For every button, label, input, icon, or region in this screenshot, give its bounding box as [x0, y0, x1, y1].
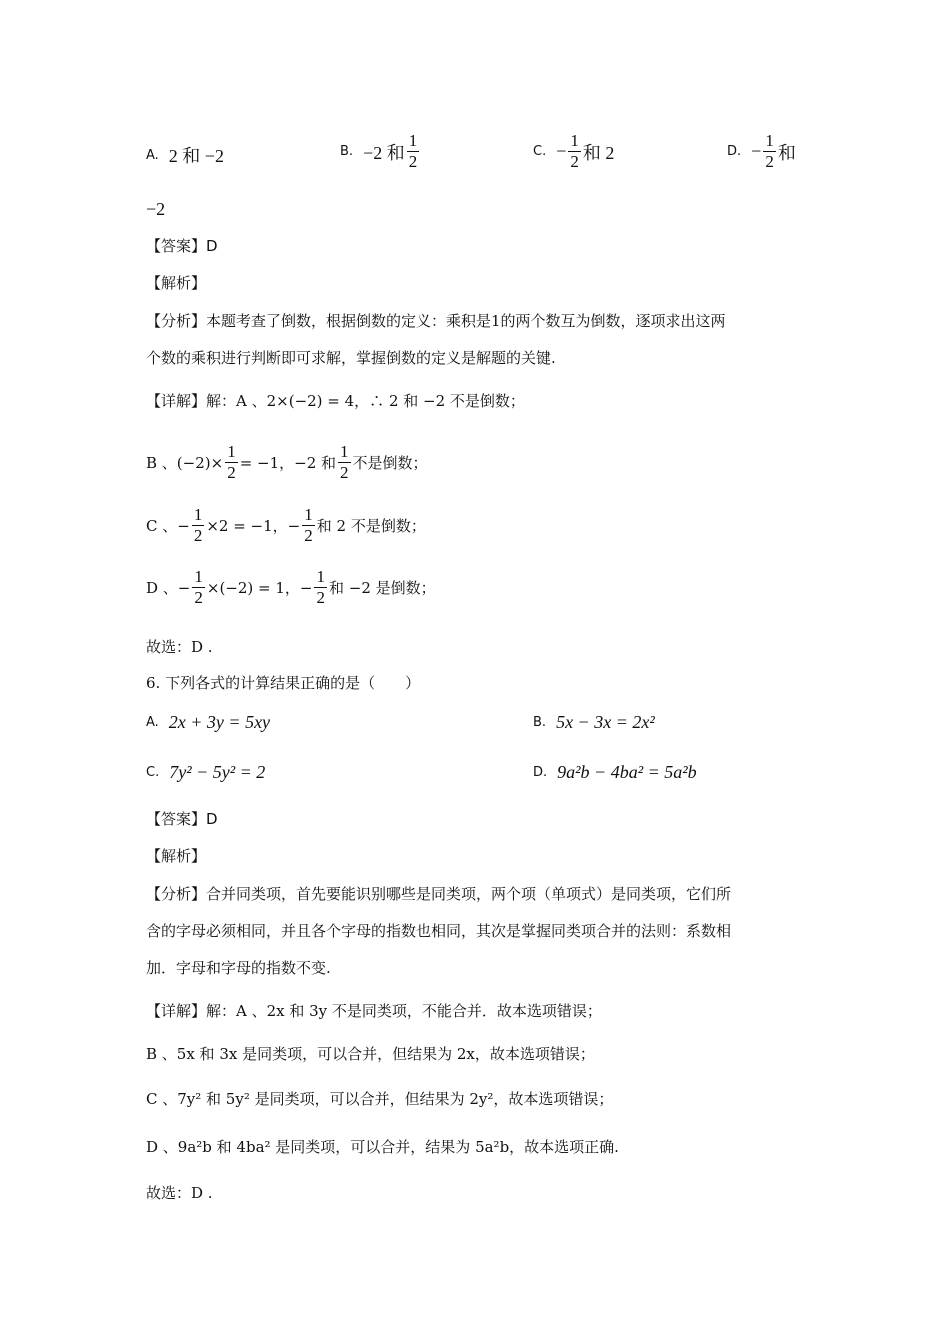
- q5-detail-d: D 、− $\frac{1}{2}$ ×(−2) = 1，− $\frac{1}{2}$ 和 −2 是倒数；: [146, 567, 436, 607]
- q5-jiexi: 【解析】: [146, 274, 207, 292]
- q6-detail-b: B 、5x 和 3x 是同类项，可以合并，但结果为 2x，故本选项错误；: [146, 1045, 595, 1063]
- q6-detail-a: 【详解】解：A 、2x 和 3y 不是同类项，不能合并．故本选项错误；: [146, 1002, 602, 1020]
- q5-option-d: D. − $\frac{1}{2}$ 和: [727, 131, 796, 171]
- fraction: $\frac{1}{2}$: [227, 442, 236, 482]
- q6-option-a: A. 2x + 3y = 5xy: [146, 712, 271, 732]
- q5-option-a: A. 2 和 −2: [146, 146, 224, 166]
- q6-stem: 6. 下列各式的计算结果正确的是（ ）: [146, 674, 421, 692]
- fraction: $\frac{1}{2}$: [316, 567, 325, 607]
- fraction: $\frac{1}{2}$: [765, 131, 774, 171]
- q6-analysis-line-1: 【分析】合并同类项，首先要能识别哪些是同类项，两个项（单项式）是同类项，它们所: [146, 885, 732, 903]
- q5-analysis-line-2: 个数的乘积进行判断即可求解，掌握倒数的定义是解题的关键.: [146, 349, 556, 367]
- q5-option-c: C. − $\frac{1}{2}$ 和 2: [533, 131, 615, 171]
- q6-analysis-line-2: 含的字母必须相同，并且各个字母的指数也相同，其次是掌握同类项合并的法则：系数相: [146, 922, 732, 940]
- q5-choose: 故选：D .: [146, 638, 213, 656]
- q5-option-d-wrap: −2: [146, 199, 166, 219]
- q6-answer: 【答案】D: [146, 810, 218, 828]
- q5-option-b: B. −2 和 $\frac{1}{2}$: [340, 131, 418, 171]
- q6-detail-c: C 、7y² 和 5y² 是同类项，可以合并，但结果为 2y²，故本选项错误；: [146, 1090, 614, 1108]
- q5-analysis-line-1: 【分析】本题考查了倒数，根据倒数的定义：乘积是1的两个数互为倒数，逐项求出这两: [146, 312, 726, 330]
- fraction: $\frac{1}{2}$: [340, 442, 349, 482]
- q6-option-d: D. 9a²b − 4ba² = 5a²b: [533, 762, 697, 782]
- fraction: $\frac{1}{2}$: [194, 567, 203, 607]
- fraction: $\frac{1}{2}$: [304, 505, 313, 545]
- q5-answer: 【答案】D: [146, 237, 218, 255]
- q6-option-b: B. 5x − 3x = 2x²: [533, 712, 655, 732]
- fraction: $\frac{1}{2}$: [570, 131, 579, 171]
- q6-jiexi: 【解析】: [146, 847, 207, 865]
- q6-option-c: C. 7y² − 5y² = 2: [146, 762, 266, 782]
- q6-analysis-line-3: 加．字母和字母的指数不变.: [146, 959, 331, 977]
- q5-detail-a: 【详解】解：A 、2×(−2) = 4，∴ 2 和 −2 不是倒数；: [146, 392, 525, 410]
- q6-choose: 故选：D .: [146, 1184, 213, 1202]
- q6-detail-d: D 、9a²b 和 4ba² 是同类项，可以合并，结果为 5a²b，故本选项正确.: [146, 1138, 619, 1156]
- fraction: $\frac{1}{2}$: [193, 505, 203, 545]
- q5-detail-c: C 、− $\frac{1}{2}$ ×2 = −1，− $\frac{1}{2}$ 和 2 不是倒数；: [146, 505, 426, 545]
- q5-detail-b: B 、(−2)× $\frac{1}{2}$ = −1，−2 和 $\frac{1}{2}$ 不是倒数；: [146, 442, 428, 482]
- fraction: $\frac{1}{2}$: [408, 131, 418, 171]
